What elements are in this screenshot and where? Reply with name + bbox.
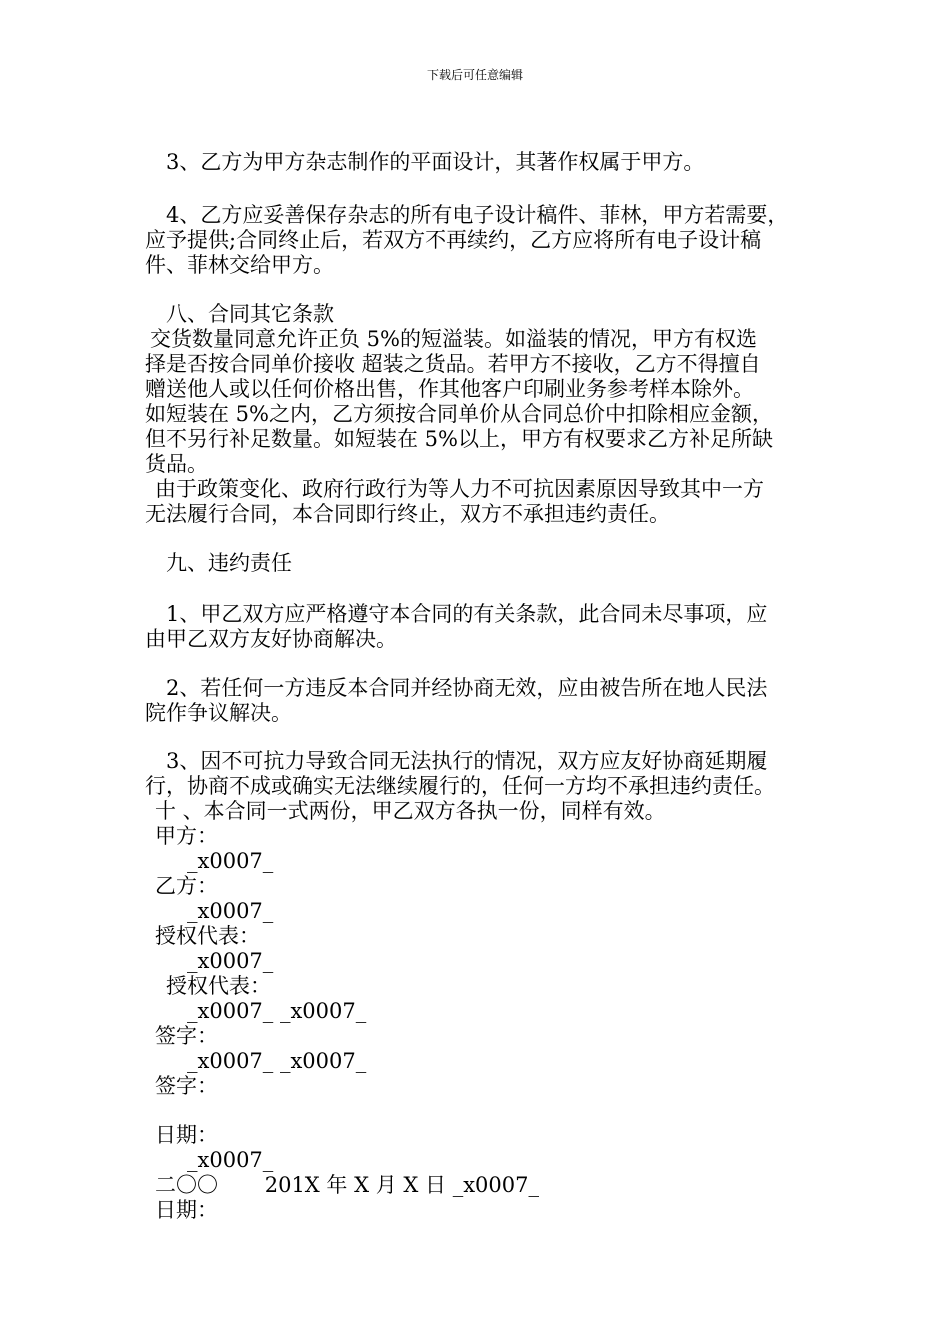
date-a-label: 日期：: [155, 1123, 218, 1147]
clause-7-4-line-3: 件、菲林交给甲方。: [145, 253, 334, 277]
page-header: 下载后可任意编辑: [426, 68, 523, 82]
clause-9-2-line-1: 2、若任何一方违反本合同并经协商无效，应由被告所在地人民法: [166, 676, 768, 700]
section-9-heading: 九、违约责任: [166, 551, 292, 575]
signature-fields: _x0007_ _x0007_: [187, 1049, 367, 1073]
party-a-field: _x0007_: [187, 849, 274, 873]
authorized-rep-b-field: _x0007_ _x0007_: [187, 999, 367, 1023]
clause-9-1-line-1: 1、甲乙双方应严格遵守本合同的有关条款，此合同未尽事项，应: [166, 602, 768, 626]
clause-9-3-line-1: 3、因不可抗力导致合同无法执行的情况，双方应友好协商延期履: [166, 749, 768, 773]
clause-7-3: 3、乙方为甲方杂志制作的平面设计，其著作权属于甲方。: [166, 150, 705, 174]
section-10: 十 、本合同一式两份，甲乙双方各执一份，同样有效。: [155, 799, 666, 823]
section-8-para-1-line-4: 如短装在 5%之内，乙方须按合同单价从合同总价中扣除相应金额，: [145, 402, 773, 426]
section-8-para-1-line-3: 赠送他人或以任何价格出售，作其他客户印刷业务参考样本除外。: [145, 377, 754, 401]
section-8-para-1-line-1: 交货数量同意允许正负 5%的短溢装。如溢装的情况，甲方有权选: [150, 327, 757, 351]
clause-9-3-line-2: 行，协商不成或确实无法继续履行的，任何一方均不承担违约责任。: [145, 774, 775, 798]
clause-7-4-line-1: 4、乙方应妥善保存杂志的所有电子设计稿件、菲林，甲方若需要，: [166, 203, 789, 227]
signature-a-label: 签字：: [155, 1024, 218, 1048]
section-8-para-1-line-5: 但不另行补足数量。如短装在 5%以上，甲方有权要求乙方补足所缺: [145, 427, 773, 451]
clause-9-1-line-2: 由甲乙双方友好协商解决。: [145, 627, 397, 651]
party-b-field: _x0007_: [187, 899, 274, 923]
clause-9-2-line-2: 院作争议解决。: [145, 701, 292, 725]
section-8-heading: 八、合同其它条款: [166, 302, 334, 326]
section-8-para-1-line-2: 择是否按合同单价接收 超装之货品。若甲方不接收，乙方不得擅自: [145, 352, 761, 376]
party-b-label: 乙方：: [155, 874, 218, 898]
authorized-rep-b-label: 授权代表：: [166, 974, 271, 998]
section-8-para-2-line-1: 由于政策变化、政府行政行为等人力不可抗因素原因导致其中一方: [155, 477, 764, 501]
authorized-rep-a-label: 授权代表：: [155, 924, 260, 948]
section-8-para-2-line-2: 无法履行合同，本合同即行终止，双方不承担违约责任。: [145, 502, 670, 526]
clause-7-4-line-2: 应予提供;合同终止后，若双方不再续约，乙方应将所有电子设计稿: [145, 228, 762, 252]
signature-b-label: 签字：: [155, 1074, 218, 1098]
date-b-label: 日期：: [155, 1198, 218, 1222]
section-8-para-1-line-6: 货品。: [145, 452, 208, 476]
date-value-line: 二〇〇 201X 年 X 月 X 日 _x0007_: [155, 1173, 539, 1197]
authorized-rep-a-field: _x0007_: [187, 949, 274, 973]
party-a-label: 甲方：: [155, 824, 218, 848]
date-a-field: _x0007_: [187, 1148, 274, 1172]
